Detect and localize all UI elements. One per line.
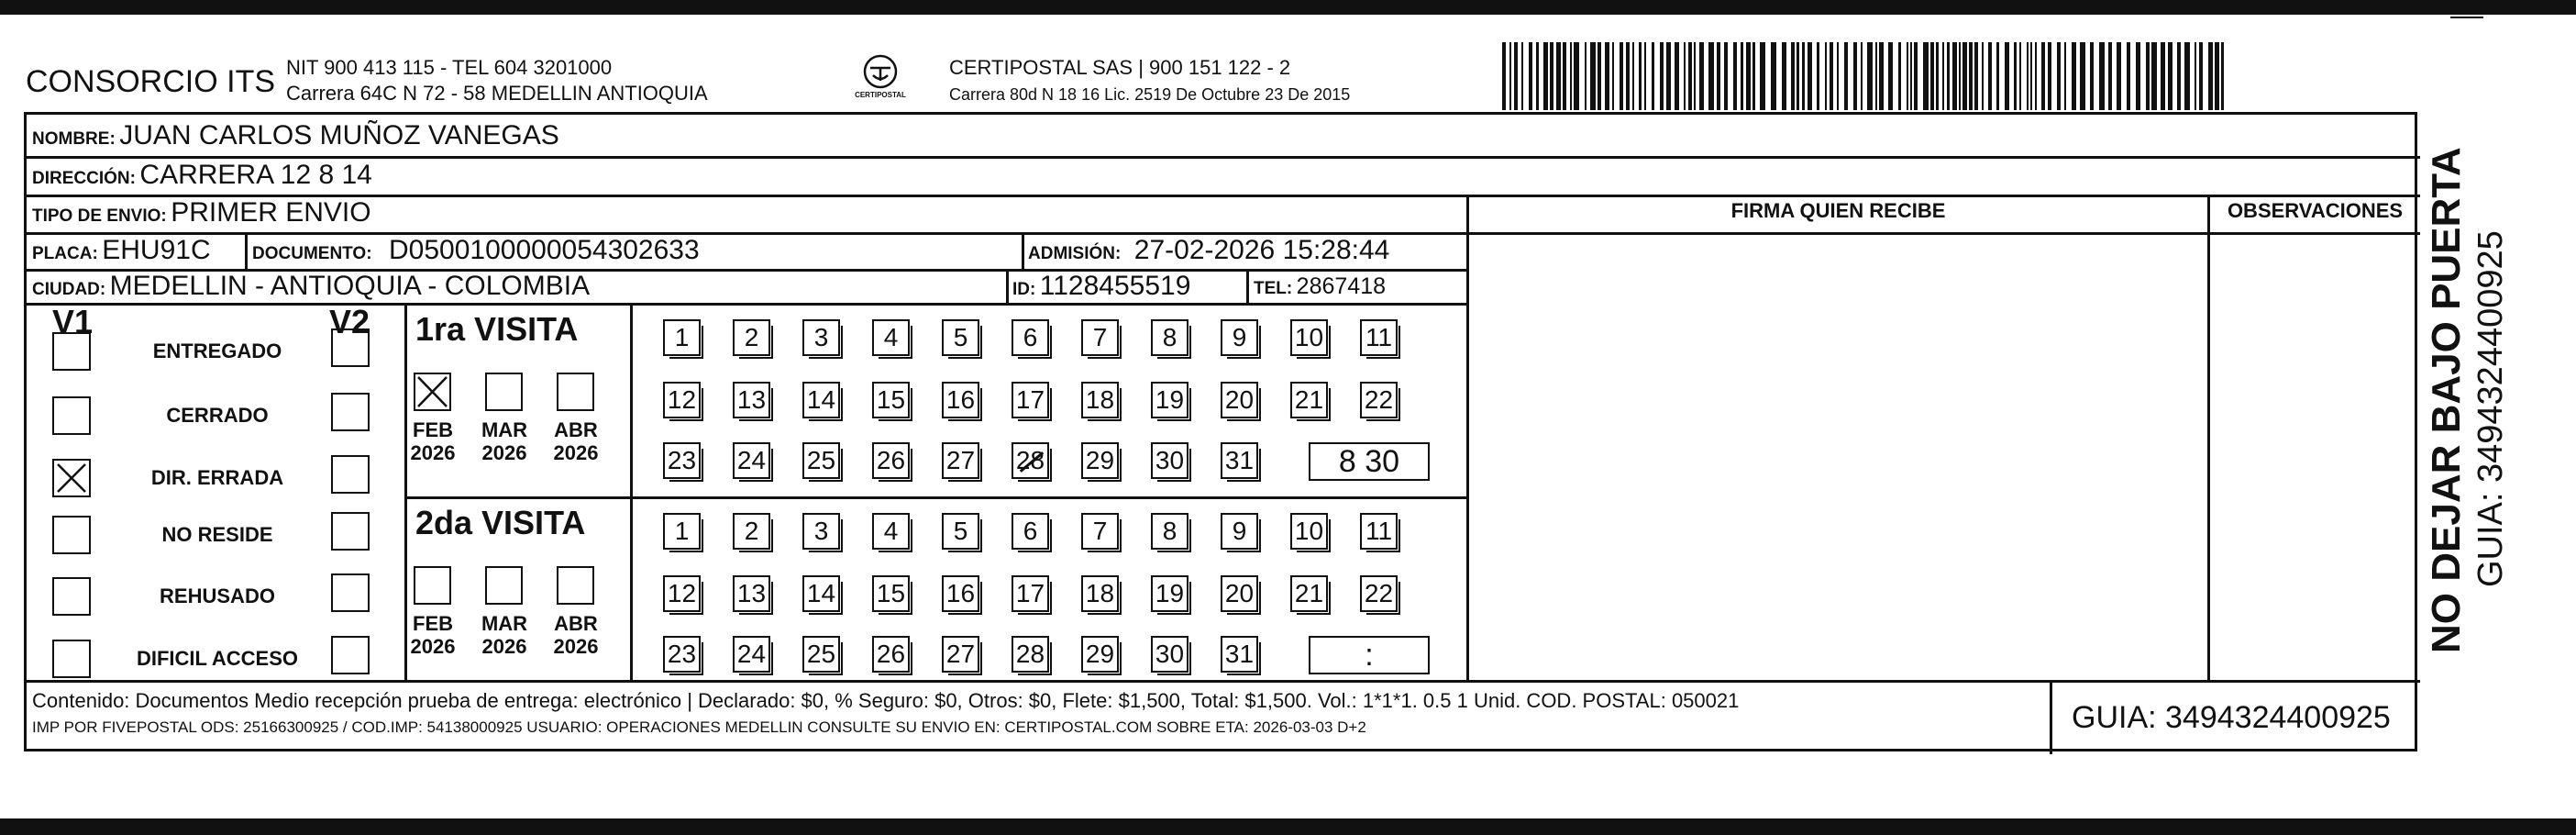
status-label: REHUSADO bbox=[160, 584, 275, 607]
day-cell[interactable]: 18 bbox=[1081, 575, 1119, 612]
month-name: FEB bbox=[413, 418, 453, 441]
barcode-bar bbox=[1688, 42, 1692, 110]
barcode-bar bbox=[1694, 42, 1696, 110]
day-cell[interactable]: 18 bbox=[1081, 382, 1119, 418]
logo-text: CERTIPOSTAL bbox=[855, 91, 906, 99]
plate-row bbox=[32, 235, 211, 266]
month-name: MAR bbox=[481, 418, 528, 441]
barcode-bar bbox=[2014, 42, 2017, 110]
barcode-bar bbox=[1717, 42, 1720, 110]
month-label bbox=[472, 418, 536, 464]
day-cell[interactable]: 23 bbox=[663, 442, 701, 479]
barcode-bar bbox=[1741, 42, 1743, 110]
day-cell[interactable]: 6 bbox=[1012, 513, 1049, 550]
barcode-bar bbox=[2027, 42, 2029, 110]
barcode-bar bbox=[1936, 42, 1939, 110]
barcode-bar bbox=[1632, 42, 1634, 110]
barcode-bar bbox=[1644, 42, 1646, 110]
barcode-bar bbox=[1590, 42, 1596, 110]
certipostal-logo bbox=[853, 51, 908, 112]
month-year: 2026 bbox=[553, 635, 599, 658]
day-cell[interactable]: 21 bbox=[1290, 382, 1328, 418]
day-cell[interactable]: 7 bbox=[1081, 513, 1119, 550]
barcode-bar bbox=[1844, 42, 1848, 110]
barcode-bar bbox=[1612, 42, 1614, 110]
barcode-bar bbox=[2064, 42, 2066, 110]
barcode-bar bbox=[1942, 42, 1944, 110]
admission-value: 27-02-2026 15:28:44 bbox=[1133, 235, 1390, 265]
month-year: 2026 bbox=[481, 635, 527, 658]
barcode-bar bbox=[1543, 42, 1548, 110]
status-label: ENTREGADO bbox=[152, 340, 282, 362]
v1-label: V1 bbox=[52, 303, 94, 340]
barcode-bar bbox=[1514, 42, 1518, 110]
send-type-label: TIPO DE ENVIO: bbox=[32, 206, 167, 226]
city-row bbox=[32, 271, 590, 302]
barcode-bar bbox=[1959, 42, 1961, 110]
barcode-bar bbox=[2136, 42, 2140, 110]
barcode-bar bbox=[1923, 42, 1929, 110]
barcode-bar bbox=[1660, 42, 1664, 110]
barcode-bar bbox=[1509, 42, 1511, 110]
barcode-bar bbox=[1888, 42, 1893, 110]
observations-area[interactable] bbox=[2207, 232, 2420, 680]
status-v1-checkbox[interactable] bbox=[52, 640, 91, 678]
status-v1-checkbox[interactable] bbox=[52, 459, 91, 497]
print-info-line: IMP POR FIVEPOSTAL ODS: 25166300925 / COD.IMP: 54138000925 USUARIO: OPERACIONES MEDELLIN CONSULTE SU ENVIO EN: CERTIPOSTAL.COM SOBRE ETA: 2026-03-03 D+2 bbox=[32, 718, 1366, 736]
admission-row bbox=[1028, 235, 1389, 266]
day-cell[interactable]: 14 bbox=[802, 382, 840, 418]
month-label bbox=[544, 612, 608, 658]
day-cell[interactable]: 13 bbox=[733, 382, 770, 418]
day-cell[interactable]: 14 bbox=[802, 575, 840, 612]
day-cell[interactable]: 3 bbox=[802, 319, 840, 356]
month-name: MAR bbox=[481, 612, 528, 635]
company-address: Carrera 64C N 72 - 58 MEDELLIN ANTIOQUIA bbox=[286, 82, 708, 105]
day-strike-mark bbox=[1020, 451, 1044, 473]
barcode-bar bbox=[2080, 42, 2085, 110]
day-cell[interactable]: 21 bbox=[1290, 575, 1328, 612]
barcode-bar bbox=[1791, 42, 1795, 110]
city-value: MEDELLIN - ANTIOQUIA - COLOMBIA bbox=[109, 271, 591, 301]
day-cell[interactable]: 30 bbox=[1151, 636, 1188, 673]
day-cell[interactable]: 15 bbox=[872, 382, 910, 418]
barcode-bar bbox=[1837, 42, 1839, 110]
month-name: FEB bbox=[413, 612, 453, 635]
status-v2-checkbox[interactable] bbox=[331, 573, 370, 612]
month-name: ABR bbox=[554, 612, 598, 635]
barcode-bar bbox=[1746, 42, 1751, 110]
barcode-bar bbox=[1797, 42, 1799, 110]
day-cell[interactable]: 15 bbox=[872, 575, 910, 612]
day-cell[interactable]: 31 bbox=[1221, 636, 1258, 673]
day-cell[interactable]: 5 bbox=[942, 513, 979, 550]
barcode-bar bbox=[2048, 42, 2051, 110]
day-cell[interactable]: 28 bbox=[1012, 442, 1049, 479]
visit-time-field[interactable]: : bbox=[1309, 636, 1430, 674]
top-edge bbox=[0, 0, 2576, 15]
barcode bbox=[1502, 42, 2232, 110]
barcode-bar bbox=[1879, 42, 1884, 110]
visit-time-field[interactable]: 8 30 bbox=[1309, 442, 1430, 481]
courier-name: CERTIPOSTAL SAS | 900 151 122 - 2 bbox=[949, 56, 1291, 79]
month-checkbox[interactable] bbox=[414, 566, 451, 605]
day-cell[interactable]: 19 bbox=[1151, 382, 1188, 418]
document-value: D0500100000054302633 bbox=[389, 235, 700, 265]
day-cell[interactable]: 2 bbox=[733, 513, 770, 550]
day-cell[interactable]: 13 bbox=[733, 575, 770, 612]
barcode-bar bbox=[1639, 42, 1642, 110]
send-type: PRIMER ENVIO bbox=[171, 197, 371, 228]
barcode-bar bbox=[2221, 42, 2224, 110]
day-cell[interactable]: 12 bbox=[663, 382, 701, 418]
status-v1-checkbox[interactable] bbox=[52, 396, 91, 435]
day-cell[interactable]: 29 bbox=[1081, 636, 1119, 673]
month-year: 2026 bbox=[410, 635, 456, 658]
barcode-bar bbox=[1570, 42, 1572, 110]
barcode-bar bbox=[2177, 42, 2181, 110]
signature-area[interactable] bbox=[1466, 232, 2207, 680]
barcode-bar bbox=[1620, 42, 1623, 110]
barcode-bar bbox=[1867, 42, 1873, 110]
barcode-bar bbox=[1861, 42, 1863, 110]
courier-address: Carrera 80d N 18 16 Lic. 2519 De Octubre 23 De 2015 bbox=[949, 85, 1351, 104]
status-v1-checkbox[interactable] bbox=[52, 577, 91, 616]
barcode-bar bbox=[2057, 42, 2061, 110]
day-cell[interactable]: 26 bbox=[872, 636, 910, 673]
day-cell[interactable]: 19 bbox=[1151, 575, 1188, 612]
status-v2-checkbox[interactable] bbox=[331, 455, 370, 494]
day-cell[interactable]: 7 bbox=[1081, 319, 1119, 356]
barcode-bar bbox=[2208, 42, 2213, 110]
day-cell[interactable]: 27 bbox=[942, 442, 979, 479]
day-cell[interactable]: 17 bbox=[1012, 382, 1049, 418]
document-row bbox=[252, 235, 700, 266]
barcode-bar bbox=[1947, 42, 1950, 110]
barcode-bar bbox=[1825, 42, 1827, 110]
status-label: DIR. ERRADA bbox=[150, 466, 284, 489]
bottom-edge bbox=[0, 818, 2576, 835]
barcode-bar bbox=[1550, 42, 1553, 110]
barcode-bar bbox=[1782, 42, 1786, 110]
plate-label: PLACA: bbox=[32, 244, 98, 263]
barcode-bar bbox=[1853, 42, 1857, 110]
barcode-bar bbox=[1760, 42, 1765, 110]
send-type-row bbox=[32, 197, 371, 228]
barcode-bar bbox=[2168, 42, 2172, 110]
barcode-bar bbox=[1898, 42, 1901, 110]
day-cell[interactable]: 22 bbox=[1360, 382, 1398, 418]
barcode-bar bbox=[1752, 42, 1755, 110]
tel-label: TEL: bbox=[1254, 279, 1293, 298]
day-cell[interactable]: 29 bbox=[1081, 442, 1119, 479]
recipient-name: JUAN CARLOS MUÑOZ VANEGAS bbox=[119, 120, 559, 150]
month-label bbox=[544, 418, 608, 464]
status-v2-checkbox[interactable] bbox=[331, 328, 370, 367]
day-cell[interactable]: 23 bbox=[663, 636, 701, 673]
month-year: 2026 bbox=[481, 441, 527, 464]
observations-label: OBSERVACIONES bbox=[2227, 199, 2404, 222]
barcode-bar bbox=[2199, 42, 2203, 110]
month-label bbox=[472, 612, 536, 658]
status-v1-checkbox[interactable] bbox=[52, 332, 91, 371]
barcode-bar bbox=[1605, 42, 1609, 110]
barcode-bar bbox=[1808, 42, 1812, 110]
footer-guia: GUIA: 3494324400925 bbox=[2072, 700, 2391, 735]
id-row bbox=[1012, 271, 1190, 302]
barcode-bar bbox=[1536, 42, 1539, 110]
cross-mark-icon bbox=[54, 461, 89, 495]
admission-label: ADMISIÓN: bbox=[1028, 244, 1122, 263]
month-year: 2026 bbox=[410, 441, 456, 464]
barcode-bar bbox=[2161, 42, 2165, 110]
side-guia: GUIA: 3494324400925 bbox=[2471, 230, 2510, 587]
name-label: NOMBRE: bbox=[32, 129, 116, 149]
day-cell[interactable]: 22 bbox=[1360, 575, 1398, 612]
contents-line: Contenido: Documentos Medio recepción prueba de entrega: electrónico | Declarado: $0, % Seguro: $0, Otros: $0, Flete: $1,500, Total: $1,500. Vol.: 1*1*1. 0.5 1 Unid. COD. POSTAL: 050021 bbox=[32, 689, 1740, 712]
barcode-bar bbox=[1652, 42, 1654, 110]
month-year: 2026 bbox=[553, 441, 599, 464]
month-checkbox[interactable] bbox=[557, 566, 594, 605]
barcode-bar bbox=[2215, 42, 2219, 110]
tel-row bbox=[1254, 273, 1386, 300]
barcode-bar bbox=[1502, 42, 1506, 110]
barcode-bar bbox=[2117, 42, 2121, 110]
barcode-bar bbox=[1962, 42, 1967, 110]
month-checkbox[interactable] bbox=[485, 373, 523, 411]
barcode-bar bbox=[1733, 42, 1737, 110]
barcode-bar bbox=[1666, 42, 1671, 110]
barcode-bar bbox=[1982, 42, 1984, 110]
day-cell[interactable]: 6 bbox=[1012, 319, 1049, 356]
barcode-bar bbox=[1708, 42, 1714, 110]
barcode-bar bbox=[1556, 42, 1561, 110]
barcode-bar bbox=[2005, 42, 2009, 110]
month-label bbox=[401, 612, 465, 658]
day-cell[interactable]: 8 bbox=[1151, 319, 1188, 356]
status-v2-checkbox[interactable] bbox=[331, 512, 370, 551]
barcode-bar bbox=[1574, 42, 1579, 110]
day-cell[interactable]: 11 bbox=[1360, 319, 1398, 356]
month-checkbox[interactable] bbox=[557, 373, 594, 411]
barcode-bar bbox=[1684, 42, 1686, 110]
month-name: ABR bbox=[554, 418, 598, 441]
day-cell[interactable]: 25 bbox=[802, 442, 840, 479]
visit-title: 2da VISITA bbox=[415, 504, 586, 541]
barcode-bar bbox=[2151, 42, 2157, 110]
recipient-address: CARRERA 12 8 14 bbox=[139, 160, 372, 190]
day-cell[interactable]: 16 bbox=[942, 382, 979, 418]
cross-mark-icon bbox=[415, 374, 449, 409]
plate-value: EHU91C bbox=[102, 235, 211, 265]
day-cell[interactable]: 20 bbox=[1221, 575, 1258, 612]
do-not-leave-label: NO DEJAR BAJO PUERTA bbox=[2424, 147, 2469, 653]
receiver-signature-label: FIRMA QUIEN RECIBE bbox=[1730, 199, 1946, 222]
status-label: NO RESIDE bbox=[161, 523, 273, 546]
month-label bbox=[401, 418, 465, 464]
barcode-bar bbox=[1563, 42, 1566, 110]
day-cell[interactable]: 20 bbox=[1221, 382, 1258, 418]
status-label: CERRADO bbox=[166, 404, 269, 427]
day-cell[interactable]: 2 bbox=[733, 319, 770, 356]
barcode-bar bbox=[2030, 42, 2032, 110]
v2-label: V2 bbox=[329, 303, 370, 340]
day-cell[interactable]: 27 bbox=[942, 636, 979, 673]
day-cell[interactable]: 10 bbox=[1290, 319, 1328, 356]
barcode-bar bbox=[2072, 42, 2076, 110]
barcode-bar bbox=[1724, 42, 1728, 110]
day-cell[interactable]: 4 bbox=[872, 513, 910, 550]
barcode-bar bbox=[1699, 42, 1704, 110]
id-label: ID: bbox=[1012, 280, 1036, 299]
barcode-bar bbox=[1529, 42, 1532, 110]
month-checkbox[interactable] bbox=[485, 566, 523, 605]
barcode-bar bbox=[2019, 42, 2021, 110]
status-v2-checkbox[interactable] bbox=[331, 636, 370, 674]
day-cell[interactable]: 3 bbox=[802, 513, 840, 550]
barcode-bar bbox=[1521, 42, 1523, 110]
barcode-bar bbox=[1675, 42, 1679, 110]
month-checkbox[interactable] bbox=[414, 373, 451, 411]
day-cell[interactable]: 1 bbox=[663, 513, 701, 550]
barcode-bar bbox=[1585, 42, 1587, 110]
barcode-bar bbox=[2184, 42, 2190, 110]
day-cell[interactable]: 24 bbox=[733, 442, 770, 479]
tel-value: 2867418 bbox=[1296, 273, 1386, 299]
barcode-bar bbox=[2146, 42, 2150, 110]
day-cell[interactable]: 17 bbox=[1012, 575, 1049, 612]
barcode-bar bbox=[2035, 42, 2037, 110]
day-cell[interactable]: 10 bbox=[1290, 513, 1328, 550]
name-row bbox=[32, 120, 559, 151]
day-cell[interactable]: 9 bbox=[1221, 319, 1258, 356]
barcode-bar bbox=[1974, 42, 1978, 110]
day-cell[interactable]: 8 bbox=[1151, 513, 1188, 550]
barcode-bar bbox=[2195, 42, 2196, 110]
day-cell[interactable]: 16 bbox=[942, 575, 979, 612]
barcode-bar bbox=[1969, 42, 1973, 110]
barcode-bar bbox=[2127, 42, 2130, 110]
company-name: CONSORCIO ITS bbox=[26, 64, 276, 99]
status-label: DIFICIL ACCESO bbox=[136, 647, 298, 670]
day-cell[interactable]: 24 bbox=[733, 636, 770, 673]
day-cell[interactable]: 31 bbox=[1221, 442, 1258, 479]
barcode-bar bbox=[1930, 42, 1934, 110]
barcode-bar bbox=[1996, 42, 1999, 110]
document-label: DOCUMENTO: bbox=[252, 244, 372, 263]
barcode-bar bbox=[1910, 42, 1912, 110]
address-label: DIRECCIÓN: bbox=[32, 169, 136, 188]
corner-mark bbox=[2450, 17, 2483, 18]
barcode-bar bbox=[1952, 42, 1957, 110]
status-v2-checkbox[interactable] bbox=[331, 393, 370, 431]
day-cell[interactable]: 28 bbox=[1012, 636, 1049, 673]
barcode-bar bbox=[1598, 42, 1601, 110]
barcode-bar bbox=[1802, 42, 1805, 110]
day-cell[interactable]: 4 bbox=[872, 319, 910, 356]
barcode-bar bbox=[2108, 42, 2112, 110]
status-v1-checkbox[interactable] bbox=[52, 516, 91, 554]
day-cell[interactable]: 25 bbox=[802, 636, 840, 673]
delivery-form bbox=[24, 112, 2417, 752]
barcode-bar bbox=[2090, 42, 2094, 110]
day-cell[interactable]: 26 bbox=[872, 442, 910, 479]
barcode-bar bbox=[1830, 42, 1833, 110]
day-cell[interactable]: 12 bbox=[663, 575, 701, 612]
barcode-bar bbox=[2041, 42, 2045, 110]
company-nit-tel: NIT 900 413 115 - TEL 604 3201000 bbox=[286, 56, 613, 79]
day-cell[interactable]: 9 bbox=[1221, 513, 1258, 550]
id-value: 1128455519 bbox=[1039, 271, 1191, 301]
day-cell[interactable]: 1 bbox=[663, 319, 701, 356]
address-row bbox=[32, 160, 372, 191]
barcode-bar bbox=[1907, 42, 1908, 110]
barcode-bar bbox=[1875, 42, 1877, 110]
barcode-bar bbox=[1914, 42, 1918, 110]
day-cell[interactable]: 11 bbox=[1360, 513, 1398, 550]
day-cell[interactable]: 5 bbox=[942, 319, 979, 356]
city-label: CIUDAD: bbox=[32, 280, 106, 299]
day-cell[interactable]: 30 bbox=[1151, 442, 1188, 479]
barcode-bar bbox=[2099, 42, 2105, 110]
barcode-bar bbox=[1988, 42, 1992, 110]
visit-title: 1ra VISITA bbox=[415, 310, 579, 348]
barcode-bar bbox=[1771, 42, 1776, 110]
barcode-bar bbox=[1626, 42, 1630, 110]
barcode-bar bbox=[1817, 42, 1819, 110]
